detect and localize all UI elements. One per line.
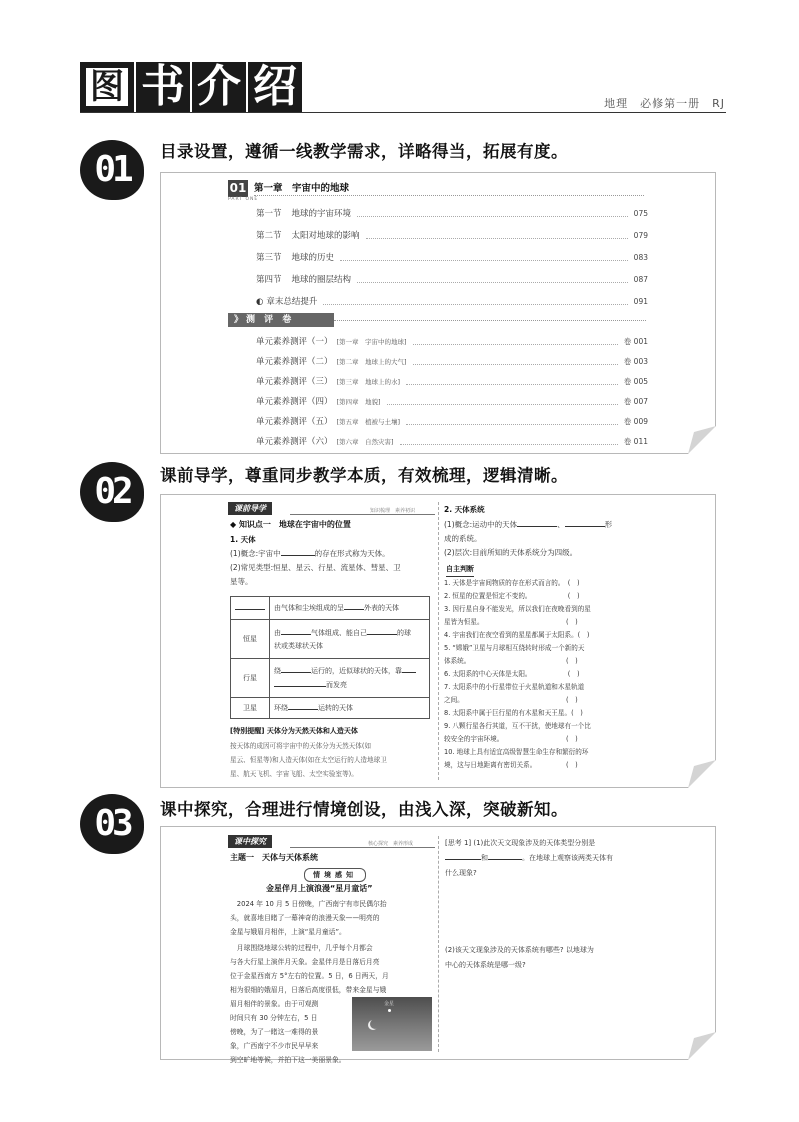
- venus-moon-photo: [352, 997, 432, 1051]
- story-line: 位于金星西南方 5°左右的位置。5 日，6 日两天，月: [230, 972, 389, 980]
- table-cell: [231, 597, 270, 620]
- think-question-2-end: 中心的天体系统是哪一级?: [445, 961, 526, 969]
- preview-tag: 课前导学: [228, 502, 272, 515]
- toc-line[interactable]: [256, 207, 648, 219]
- book-intro-logo: [80, 62, 304, 112]
- table-text: 环绕: [274, 704, 288, 712]
- section-badge-03: 03: [80, 794, 144, 854]
- eval-line-title: 单元素养测评（三）: [256, 377, 333, 387]
- preview-tag-rule: [290, 514, 435, 515]
- toc-leader-dots: [323, 298, 627, 305]
- inquiry-fold-corner: [688, 1032, 716, 1060]
- toc-line[interactable]: [256, 229, 648, 241]
- self-judge-title: 自主判断: [446, 562, 474, 577]
- blank-underline[interactable]: [281, 547, 315, 556]
- inquiry-column-divider: [438, 836, 440, 1052]
- story-title: 金星伴月上演浪漫“星月童话”: [266, 884, 373, 893]
- story-line: 头，就喜地目睹了一幕神奇的浪漫天象——明亮的: [230, 914, 380, 922]
- toc-line[interactable]: [256, 295, 648, 307]
- blank-underline[interactable]: [445, 851, 481, 860]
- judge-item[interactable]: 5. “嫦娥”卫星与月球相互绕转时形成一个新的天: [444, 644, 585, 652]
- judge-item[interactable]: 7. 太阳系中的小行星带位于火星轨道和木星轨道: [444, 683, 585, 691]
- celestial-types-table: [230, 596, 430, 719]
- story-line: 相为很细的娥眉月，日落后高度很低，带来金星与娥: [230, 986, 387, 994]
- table-text: 由: [274, 628, 281, 637]
- logo-char-4: 绍: [248, 62, 302, 112]
- toc-chapter-title: 第一章 宇宙中的地球: [254, 183, 350, 194]
- eval-line[interactable]: [256, 375, 648, 387]
- definition-text-a: (1)概念:宇宙中: [230, 549, 281, 558]
- logo-char-2: 书: [136, 62, 190, 112]
- judge-item[interactable]: 2. 恒星的位置是恒定不变的。 ( ): [444, 592, 580, 600]
- section-title-03: 课中探究，合理进行情境创设，由浅入深，突破新知。: [160, 800, 568, 819]
- section-title-01: 目录设置，遵循一线教学需求，详略得当，拓展有度。: [160, 142, 568, 161]
- judge-item[interactable]: 星皆为恒星。 ( ): [444, 618, 578, 626]
- toc-leader-dots: [340, 254, 628, 261]
- header-rule: [80, 112, 726, 113]
- eval-line-page: 卷 009: [623, 416, 648, 426]
- story-line: 傍晚，为了一睹这一难得的景: [230, 1028, 319, 1036]
- judge-item[interactable]: 体系统。 ( ): [444, 657, 578, 665]
- toc-line-title: 章末总结提升: [266, 297, 318, 307]
- subsection-celestial-system: 2. 天体系统: [444, 505, 485, 514]
- logo-char-1: 图: [80, 62, 134, 112]
- judge-item[interactable]: 3. 因行星自身不能发光，所以我们在夜晚看到的星: [444, 605, 591, 613]
- toc-line-section: 第三节: [256, 253, 282, 263]
- eval-line-title: 单元素养测评（四）: [256, 397, 333, 407]
- judge-item[interactable]: 较安全的宇宙环境。 ( ): [444, 735, 578, 743]
- judge-item[interactable]: 境，这与日地距离有密切关系。 ( ): [444, 761, 578, 769]
- blank-underline[interactable]: [274, 678, 326, 687]
- section-badge-01: 01: [80, 140, 144, 200]
- toc-line-page: 083: [633, 252, 648, 262]
- types-line-1: (2)常见类型:恒星、星云、行星、流星体、彗星、卫: [230, 563, 401, 572]
- toc-leader-dots: [413, 338, 618, 345]
- special-tip-title: [特别提醒] 天体分为天然天体和人造天体: [230, 727, 358, 735]
- toc-line-title: 地球的圈层结构: [291, 275, 352, 285]
- table-cell: 行星: [231, 659, 270, 698]
- think-question-1-blanks: [445, 851, 613, 865]
- blank-underline[interactable]: [281, 664, 311, 673]
- think-question-text: 和: [481, 854, 488, 862]
- judge-item[interactable]: 6. 太阳系的中心天体是太阳。 ( ): [444, 670, 580, 678]
- preview-tag-sub: 知识梳理 素养初识: [370, 508, 416, 514]
- toc-line-section: 第四节: [256, 275, 282, 285]
- judge-item[interactable]: 之间。 ( ): [444, 696, 578, 704]
- toc-leader-dots: [357, 210, 628, 217]
- eval-line-page: 卷 011: [623, 436, 648, 446]
- system-definition-text: 形: [604, 520, 613, 529]
- toc-leader-dots: [387, 398, 618, 405]
- section-title-02: 课前导学，尊重同步教学本质，有效梳理，逻辑清晰。: [160, 466, 568, 485]
- toc-line-title: 太阳对地球的影响: [291, 231, 360, 241]
- eval-line-chapter: [第二章 地球上的大气]: [336, 358, 407, 366]
- toc-leader-dots: [357, 276, 628, 283]
- inquiry-tag-sub: 核心探究 素养形成: [368, 841, 414, 847]
- table-text: 外表的天体: [364, 604, 399, 612]
- toc-leader-dots: [406, 418, 618, 425]
- toc-line-page: 091: [633, 296, 648, 306]
- think-question-text: 。在地球上观察该两类天体有: [522, 854, 613, 862]
- inquiry-topic: 主题一 天体与天体系统: [230, 853, 318, 862]
- summary-icon: ◐: [256, 297, 264, 307]
- blank-underline[interactable]: [565, 518, 605, 527]
- blank-underline[interactable]: [281, 626, 311, 635]
- story-line: 象，广西南宁不少市民早早来: [230, 1042, 319, 1050]
- judge-item[interactable]: 4. 宇宙我们在夜空看到的星星都属于太阳系。( ): [444, 631, 590, 639]
- special-tip-line: 按天体的成因可将宇宙中的天体分为天然天体(如: [230, 742, 372, 750]
- blank-underline[interactable]: [288, 701, 318, 710]
- table-text: 气体组成、能自己: [311, 628, 367, 637]
- table-cell: [270, 659, 430, 698]
- table-row: [231, 620, 430, 659]
- table-text: 的球: [397, 628, 411, 637]
- toc-line-page: 087: [633, 274, 648, 284]
- blank-underline[interactable]: [235, 601, 265, 610]
- table-text: 运转的天体: [318, 704, 353, 712]
- toc-chapter-number: 01: [229, 181, 247, 195]
- inquiry-tag-rule: [290, 847, 435, 848]
- eval-section-bar: 》测 评 卷: [228, 313, 334, 327]
- knowledge-point-title: ◆ 知识点一 地球在宇宙中的位置: [230, 520, 351, 529]
- eval-line-page: 卷 003: [623, 356, 648, 366]
- toc-line-section: 第二节: [256, 231, 282, 241]
- toc-leader-dots: [400, 438, 618, 445]
- toc-chapter-sub: PART ONE: [228, 197, 259, 202]
- logo-char-3: 介: [192, 62, 246, 112]
- eval-line[interactable]: [256, 335, 648, 347]
- blank-underline[interactable]: [488, 851, 522, 860]
- toc-chapter-rule: [254, 195, 644, 196]
- eval-line-title: 单元素养测评（一）: [256, 337, 333, 347]
- think-question-1: [思考 1] (1)此次天文现象涉及的天体类型分别是: [445, 839, 596, 847]
- blank-underline[interactable]: [367, 626, 397, 635]
- table-cell: [270, 620, 430, 659]
- eval-section-rule: [334, 320, 646, 321]
- eval-line-chapter: [第三章 地球上的水]: [336, 378, 401, 386]
- toc-line-page: 079: [633, 230, 648, 240]
- types-line-2: 星等。: [230, 577, 253, 586]
- system-definition-text: (1)概念:运动中的天体: [444, 520, 518, 529]
- eval-line-chapter: [第五章 植被与土壤]: [336, 418, 401, 426]
- eval-line-title: 单元素养测评（六）: [256, 437, 333, 447]
- table-row: [231, 698, 430, 719]
- story-line: 2024 年 10 月 5 日傍晚，广西南宁有市民偶尔抬: [230, 900, 387, 908]
- toc-leader-dots: [413, 358, 618, 365]
- toc-line-section: 第一节: [256, 209, 282, 219]
- definition-line: [230, 547, 390, 561]
- toc-line[interactable]: [256, 251, 648, 263]
- toc-leader-dots: [406, 378, 618, 385]
- table-text: 绕: [274, 667, 281, 675]
- story-line: 眉月相伴的景象。由于可观测: [230, 1000, 319, 1008]
- table-text: 状或类球状天体: [274, 641, 323, 650]
- story-line: 金星与娥眉月相伴，上演“星月童话”。: [230, 928, 346, 936]
- subsection-celestial-body: 1. 天体: [230, 535, 256, 544]
- judge-item[interactable]: 8. 太阳系中属于巨行星的有木星和天王星。( ): [444, 709, 583, 717]
- eval-line[interactable]: [256, 355, 648, 367]
- toc-leader-dots: [366, 232, 628, 239]
- eval-line-page: 卷 001: [623, 336, 648, 346]
- eval-line-chapter: [第六章 自然灾害]: [336, 438, 394, 446]
- eval-line-page: 卷 005: [623, 376, 648, 386]
- special-tip-line: 星、航天飞机、宇宙飞船、太空实验室等)。: [230, 770, 358, 778]
- eval-line-chapter: [第一章 宇宙中的地球]: [336, 338, 407, 346]
- eval-line[interactable]: [256, 415, 648, 427]
- crescent-moon-icon: [370, 1019, 380, 1029]
- eval-line-chapter: [第四章 地貌]: [336, 398, 381, 406]
- system-definition-text: 、: [557, 520, 565, 529]
- definition-text-b: 的存在形式称为天体。: [314, 549, 390, 558]
- blank-underline[interactable]: [344, 601, 364, 610]
- table-cell: 恒星: [231, 620, 270, 659]
- subject-label: 地理 必修第一册 RJ: [604, 97, 725, 110]
- inquiry-tag: 课中探究: [228, 835, 272, 848]
- judge-item[interactable]: 9. 八颗行星各行其道，互不干扰，使地球有一个比: [444, 722, 591, 730]
- eval-line-title: 单元素养测评（五）: [256, 417, 333, 427]
- scenario-pill: 情境感知: [304, 868, 366, 882]
- eval-line[interactable]: [256, 395, 648, 407]
- judge-item[interactable]: 10. 地球上具有适宜高级智慧生命生存和繁衍的环: [444, 748, 589, 756]
- story-line: 月球围绕地球公转的过程中，几乎每个月都会: [230, 944, 373, 952]
- toc-line-title: 地球的宇宙环境: [291, 209, 352, 219]
- toc-line-page: 075: [633, 208, 648, 218]
- table-row: [231, 659, 430, 698]
- photo-label: 金星: [384, 1001, 395, 1007]
- table-text: 而发亮: [326, 681, 347, 689]
- think-question-1-end: 什么现象?: [445, 869, 477, 877]
- system-definition-line-2: 成的系统。: [444, 534, 482, 543]
- venus-dot: [388, 1009, 391, 1012]
- judge-item[interactable]: 1. 天体是宇宙间物质的存在形式而言的。 ( ): [444, 579, 580, 587]
- toc-line[interactable]: [256, 273, 648, 285]
- system-levels-line: (2)层次:目前所知的天体系统分为四级。: [444, 548, 578, 557]
- table-text: 运行的，近似球状的天体，靠: [311, 667, 402, 675]
- preview-column-divider: [438, 502, 440, 780]
- table-cell: [270, 698, 430, 719]
- story-line: 与各大行星上演伴月天象。金星伴月是日落后月亮: [230, 958, 380, 966]
- blank-underline[interactable]: [517, 518, 557, 527]
- table-cell: [270, 597, 430, 620]
- eval-line-page: 卷 007: [623, 396, 648, 406]
- table-text: 由气体和尘埃组成的呈: [274, 604, 344, 612]
- toc-line-title: 地球的历史: [291, 253, 335, 263]
- table-row: [231, 597, 430, 620]
- eval-line-title: 单元素养测评（二）: [256, 357, 333, 367]
- special-tip-line: 星云、恒星等)和人造天体(如在太空运行的人造地球卫: [230, 756, 387, 764]
- table-cell: 卫星: [231, 698, 270, 719]
- think-question-2: (2)该天文现象涉及的天体系统有哪些? 以地球为: [445, 946, 594, 954]
- eval-line[interactable]: [256, 435, 648, 447]
- story-line: 时间只有 30 分钟左右，5 日: [230, 1014, 318, 1022]
- story-line: 到空旷地等候，并拍下这一美丽景象。: [230, 1056, 346, 1064]
- blank-underline[interactable]: [402, 664, 416, 673]
- system-definition-line: [444, 518, 612, 532]
- toc-fold-corner: [688, 426, 716, 454]
- preview-fold-corner: [688, 760, 716, 788]
- section-badge-02: 02: [80, 462, 144, 522]
